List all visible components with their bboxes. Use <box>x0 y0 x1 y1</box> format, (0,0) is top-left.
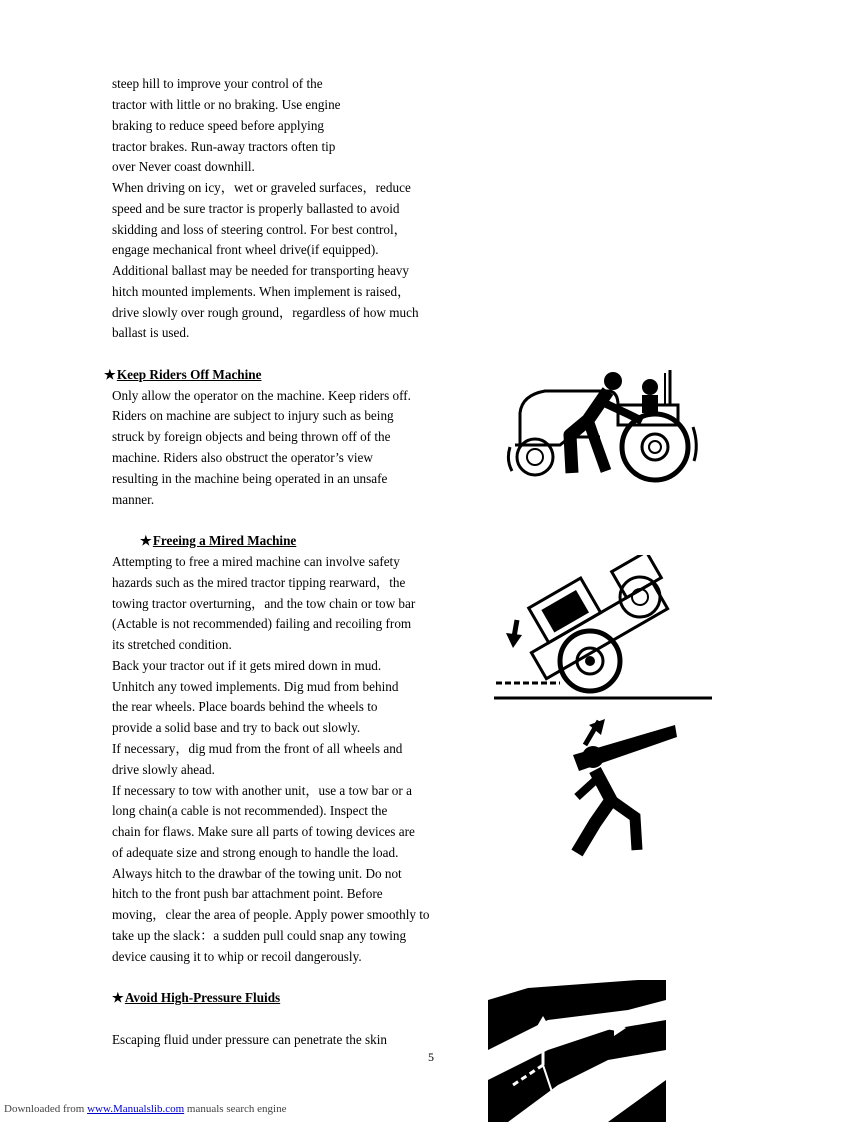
text-line: its stretched condition. <box>112 637 232 652</box>
heading-title: Keep Riders Off Machine <box>116 367 262 382</box>
text-line: the rear wheels. Place boards behind the wheels to <box>112 699 378 714</box>
text-line: take up the slack：a sudden pull could snap any towing <box>112 928 407 943</box>
text-line: device causing it to whip or recoil dangerously. <box>112 949 362 964</box>
star-icon: ★ <box>104 367 116 382</box>
text-line: steep hill to improve your control of the <box>112 76 323 91</box>
rider-on-tractor-illustration <box>500 365 710 490</box>
text-line: Only allow the operator on the machine. Keep riders off. <box>112 388 411 403</box>
text-line: drive slowly over rough ground，regardless of how much <box>112 305 419 320</box>
text-line: hitch to the front push bar attachment point. Before <box>112 886 383 901</box>
section-heading-riders <box>104 366 262 383</box>
section-heading-fluids <box>112 989 280 1006</box>
text-line: When driving on icy，wet or graveled surfaces，reduce <box>112 180 411 195</box>
text-line: drive slowly ahead. <box>112 762 215 777</box>
text-line: long chain(a cable is not recommended). Inspect the <box>112 803 388 818</box>
text-line: (Actable is not recommended) failing and recoiling from <box>112 616 412 631</box>
text-line: Additional ballast may be needed for transporting heavy <box>112 263 409 278</box>
text-line: skidding and loss of steering control. For best control， <box>112 222 407 237</box>
text-line: Escaping fluid under pressure can penetrate the skin <box>112 1032 388 1047</box>
text-line: Back your tractor out if it gets mired down in mud. <box>112 658 382 673</box>
footer-suffix: manuals search engine <box>184 1103 287 1115</box>
footer-prefix: Downloaded from <box>4 1103 88 1115</box>
text-line: If necessary to tow with another unit，use a tow bar or a <box>112 783 412 798</box>
text-line: hazards such as the mired tractor tipping rearward，the <box>112 575 406 590</box>
text-line: Riders on machine are subject to injury such as being <box>112 408 394 423</box>
text-line: towing tractor overturning，and the tow chain or tow bar <box>112 596 416 611</box>
text-line: provide a solid base and try to back out slowly. <box>112 720 361 735</box>
text-line: of adequate size and strong enough to handle the load. <box>112 845 399 860</box>
text-line: Always hitch to the drawbar of the towing unit. Do not <box>112 866 402 881</box>
text-line: resulting in the machine being operated in an unsafe <box>112 471 388 486</box>
heading-title: Avoid High-Pressure Fluids <box>124 990 281 1005</box>
text-line: struck by foreign objects and being thrown off of the <box>112 429 391 444</box>
text-line: ballast is used. <box>112 325 190 340</box>
text-line: hitch mounted implements. When implement is raised， <box>112 284 411 299</box>
download-footer <box>4 1103 286 1115</box>
high-pressure-fluid-illustration <box>488 980 666 1122</box>
star-icon: ★ <box>140 533 152 548</box>
heading-title: Freeing a Mired Machine <box>152 533 297 548</box>
page-number: 5 <box>428 1050 434 1064</box>
text-line: chain for flaws. Make sure all parts of towing devices are <box>112 824 415 839</box>
recoil-strike-illustration <box>565 715 680 860</box>
text-line: speed and be sure tractor is properly ballasted to avoid <box>112 201 400 216</box>
mired-tractor-tipping-illustration <box>492 555 714 703</box>
text-line: If necessary，dig mud from the front of all wheels and <box>112 741 403 756</box>
text-line: tractor with little or no braking. Use engine <box>112 97 341 112</box>
text-line: Attempting to free a mired machine can involve safety <box>112 554 400 569</box>
manualslib-link[interactable]: www.Manualslib.com <box>87 1103 185 1115</box>
star-icon: ★ <box>112 990 124 1005</box>
text-line: Unhitch any towed implements. Dig mud from behind <box>112 679 399 694</box>
text-line: machine. Riders also obstruct the operator’s view <box>112 450 373 465</box>
text-line: manner. <box>112 492 155 507</box>
text-line: tractor brakes. Run-away tractors often tip <box>112 139 336 154</box>
text-line: braking to reduce speed before applying <box>112 118 325 133</box>
text-line: moving，clear the area of people. Apply power smoothly to <box>112 907 430 922</box>
text-line: engage mechanical front wheel drive(if equipped). <box>112 242 379 257</box>
text-line: over Never coast downhill. <box>112 159 255 174</box>
section-heading-mired <box>140 532 296 549</box>
